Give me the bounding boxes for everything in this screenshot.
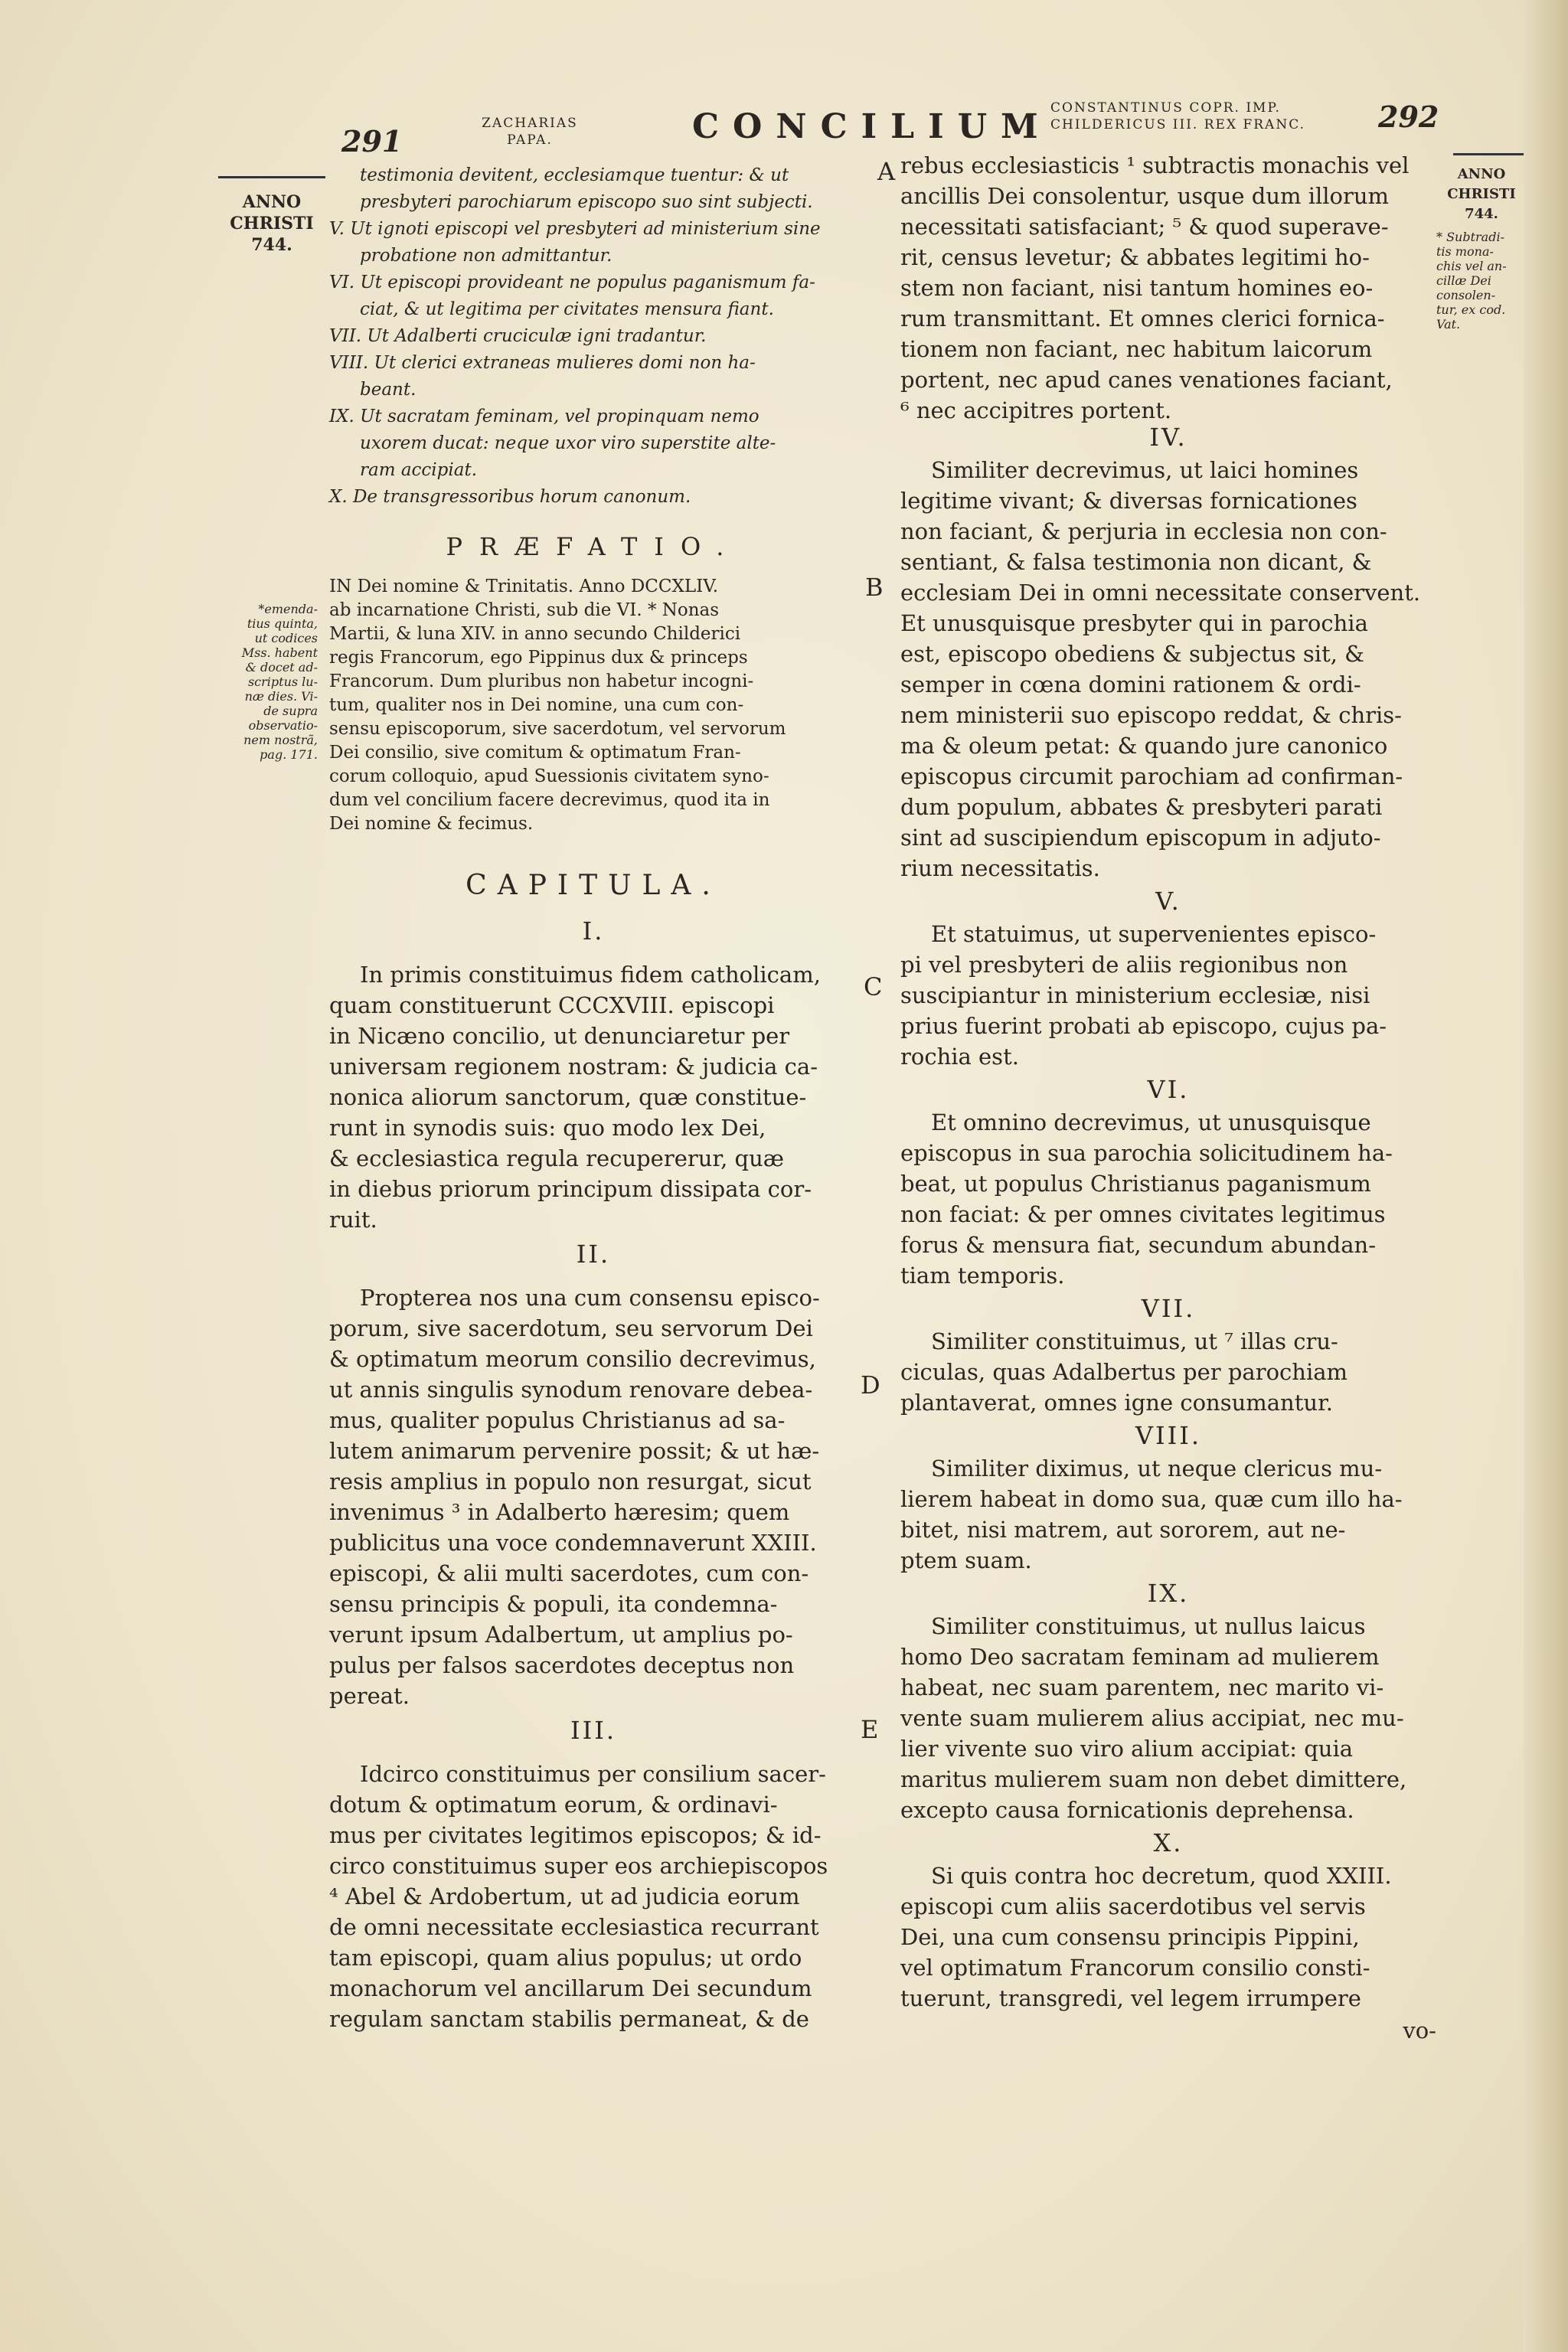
- running-head-right: [1050, 100, 1372, 133]
- right-column: [900, 150, 1436, 2046]
- praefatio-line: corum colloquio, apud Suessionis civitatem syno-: [329, 766, 769, 786]
- margin-rule-left: [218, 176, 325, 178]
- body-line: nonica aliorum sanctorum, quæ constitue-: [329, 1084, 807, 1110]
- note-line: ut codices: [254, 631, 318, 645]
- body-line: rochia est.: [900, 1044, 1019, 1070]
- body-line: sentiant, & falsa testimonia non dicant, &: [900, 549, 1372, 575]
- chapter-number: X.: [1153, 1828, 1184, 1857]
- anno-line: CHRISTI: [1447, 186, 1516, 202]
- chapter-number: IX.: [1147, 1579, 1190, 1608]
- body-line: Propterea nos una cum consensu episco-: [360, 1285, 820, 1311]
- body-line: sint ad suscipiendum episcopum in adjuto-: [900, 825, 1381, 851]
- body-line: suscipiantur in ministerium ecclesiæ, nisi: [900, 982, 1370, 1008]
- body-line: Dei, una cum consensu principis Pippini,: [900, 1924, 1360, 1950]
- toc-line: VI. Ut episcopi provideant ne populus paganismum fa-: [329, 273, 815, 292]
- toc-line: VII. Ut Adalberti cruciculæ igni tradantur.: [329, 326, 707, 346]
- toc-line: X. De transgressoribus horum canonum.: [329, 487, 691, 507]
- anno-line: 744.: [1465, 206, 1498, 222]
- praefatio-heading: PRÆFATIO.: [446, 532, 741, 561]
- toc-line: ciat, & ut legitima per civitates mensura fiant.: [360, 299, 774, 319]
- body-line: in Nicæno concilio, ut denunciaretur per: [329, 1023, 790, 1049]
- body-line: nem ministerii suo episcopo reddat, & chris-: [900, 702, 1402, 728]
- chapter-number: III.: [570, 1716, 617, 1745]
- section-letter: A: [877, 157, 896, 186]
- toc-line: V. Ut ignoti episcopi vel presbyteri ad ministerium sine: [329, 219, 821, 239]
- running-head-left: [469, 115, 591, 149]
- body-line: Similiter constituimus, ut ⁷ illas cru-: [931, 1328, 1338, 1354]
- toc-line: beant.: [360, 380, 416, 400]
- chapter-text: [900, 455, 1436, 884]
- anno-line: ANNO: [242, 192, 302, 212]
- body-line: in diebus priorum principum dissipata cor-: [329, 1176, 812, 1202]
- chapter-number: IV.: [1149, 423, 1187, 452]
- chapter-number: I.: [582, 916, 605, 946]
- chapter-text: [900, 1611, 1436, 1825]
- body-line: ⁶ nec accipitres portent.: [900, 397, 1172, 423]
- body-line: Similiter constituimus, ut nullus laicus: [931, 1613, 1366, 1639]
- note-line: Vat.: [1436, 317, 1461, 332]
- note-line: næ dies. Vi-: [244, 689, 318, 704]
- toc-line: ram accipiat.: [360, 460, 478, 480]
- body-line: beat, ut populus Christianus paganismum: [900, 1171, 1371, 1197]
- continued-text: [900, 150, 1436, 426]
- chapter-number: II.: [576, 1240, 611, 1269]
- body-line: episcopus circumit parochiam ad confirman-: [900, 763, 1403, 789]
- body-line: Similiter decrevimus, ut laici homines: [931, 457, 1359, 483]
- body-line: ⁴ Abel & Ardobertum, ut ad judicia eorum: [329, 1883, 800, 1909]
- body-line: rum transmittant. Et omnes clerici fornica-: [900, 305, 1385, 332]
- body-line: legitime vivant; & diversas fornicationes: [900, 488, 1357, 514]
- body-line: lierem habeat in domo sua, quæ cum illo ha-: [900, 1486, 1403, 1512]
- note-line: observatio-: [248, 718, 318, 733]
- note-line: cillæ Dei: [1436, 273, 1491, 288]
- body-line: dotum & optimatum eorum, & ordinavi-: [329, 1792, 778, 1818]
- chapter-text: [329, 1282, 858, 1711]
- margin-note-right: [1436, 230, 1522, 332]
- note-line: tis mona-: [1436, 244, 1494, 259]
- capitula-heading: CAPITULA.: [466, 870, 721, 901]
- body-line: semper in cœna domini rationem & ordi-: [900, 671, 1361, 697]
- praefatio-line: Dei nomine & fecimus.: [329, 814, 534, 834]
- body-line: mus per civitates legitimos episcopos; & id-: [329, 1822, 822, 1848]
- body-line: lier vivente suo viro alium accipiat: quia: [900, 1736, 1354, 1762]
- page-title: CONCILIUM: [692, 107, 1052, 146]
- left-chapters: [329, 916, 858, 2034]
- chapter-text: [900, 1326, 1436, 1418]
- chapter-text: [329, 1759, 858, 2034]
- body-line: verunt ipsum Adalbertum, ut amplius po-: [329, 1622, 793, 1648]
- catchword: vo-: [1403, 2017, 1436, 2043]
- note-line: nem nostrã,: [243, 733, 318, 747]
- praefatio-line: Martii, & luna XIV. in anno secundo Childerici: [329, 624, 741, 644]
- body-line: pulus per falsos sacerdotes deceptus non: [329, 1652, 795, 1678]
- anno-christi-right: [1439, 165, 1524, 224]
- body-line: runt in synodis suis: quo modo lex Dei,: [329, 1115, 766, 1141]
- praefatio-text: [329, 575, 858, 836]
- body-line: lutem animarum pervenire possit; & ut hæ-: [329, 1438, 820, 1464]
- chapter-text: [900, 1453, 1436, 1576]
- body-line: habeat, nec suam parentem, nec marito vi-: [900, 1674, 1384, 1700]
- body-line: prius fuerint probati ab episcopo, cujus pa-: [900, 1013, 1387, 1039]
- body-line: ruit.: [329, 1207, 377, 1233]
- body-line: resis amplius in populo non resurgat, sicut: [329, 1468, 812, 1494]
- note-line: de supra: [263, 704, 318, 718]
- body-line: ciculas, quas Adalbertus per parochiam: [900, 1359, 1348, 1385]
- body-line: ut annis singulis synodum renovare debea-: [329, 1377, 813, 1403]
- body-line: stem non faciant, nisi tantum homines eo-: [900, 275, 1374, 301]
- body-line: universam regionem nostram: & judicia ca-: [329, 1054, 818, 1080]
- body-line: dum populum, abbates & presbyteri parati: [900, 794, 1383, 820]
- body-line: In primis constituimus fidem catholicam,: [360, 962, 821, 988]
- toc-line: VIII. Ut clerici extraneas mulieres domi non ha-: [329, 353, 756, 373]
- anno-christi-left: [218, 191, 325, 256]
- praefatio-line: sensu episcoporum, sive sacerdotum, vel servorum: [329, 719, 786, 739]
- running-head-right-line: CHILDERICUS III. REX FRANC.: [1050, 117, 1305, 132]
- body-line: Et statuimus, ut supervenientes episco-: [931, 921, 1377, 947]
- running-head-right-line: CONSTANTINUS COPR. IMP.: [1050, 100, 1281, 116]
- body-line: Et omnino decrevimus, ut unusquisque: [931, 1109, 1371, 1135]
- toc-line: presbyteri parochiarum episcopo suo sint subjecti.: [360, 192, 813, 212]
- body-line: de omni necessitate ecclesiastica recurrant: [329, 1914, 819, 1940]
- body-line: plantaverat, omnes igne consumantur.: [900, 1390, 1333, 1416]
- margin-rule-right: [1453, 153, 1524, 155]
- body-line: tionem non faciant, nec habitum laicorum: [900, 336, 1373, 362]
- page-number-right: 292: [1378, 100, 1439, 134]
- body-line: quam constituerunt CCCXVIII. episcopi: [329, 992, 775, 1018]
- body-line: pereat.: [329, 1683, 410, 1709]
- body-line: tiam temporis.: [900, 1263, 1065, 1289]
- page-number-left: 291: [341, 124, 403, 158]
- section-letter: B: [865, 573, 884, 602]
- body-line: regulam sanctam stabilis permaneat, & de: [329, 2006, 809, 2032]
- note-line: consolen-: [1436, 288, 1496, 302]
- body-line: ma & oleum petat: & quando jure canonico: [900, 733, 1388, 759]
- body-line: pi vel presbyteri de aliis regionibus non: [900, 952, 1348, 978]
- anno-line: 744.: [251, 235, 292, 255]
- body-line: forus & mensura fiat, secundum abundan-: [900, 1232, 1376, 1258]
- body-line: Si quis contra hoc decretum, quod XXIII.: [931, 1863, 1392, 1889]
- body-line: bitet, nisi matrem, aut sororem, aut ne-: [900, 1517, 1346, 1543]
- chapter-number: VIII.: [1135, 1421, 1202, 1450]
- praefatio-line: ab incarnatione Christi, sub die VI. * Nonas: [329, 600, 720, 620]
- anno-line: ANNO: [1457, 166, 1506, 182]
- body-line: monachorum vel ancillarum Dei secundum: [329, 1975, 812, 2001]
- running-head-left-line: ZACHARIAS: [482, 116, 578, 131]
- note-line: *emenda-: [258, 602, 318, 616]
- body-line: invenimus ³ in Adalberto hæresim; quem: [329, 1499, 790, 1525]
- note-line: Mss. habent: [241, 645, 318, 660]
- running-head-left-line: PAPA.: [507, 132, 553, 148]
- note-line: pag. 171.: [260, 747, 318, 762]
- chapter-text: [900, 1860, 1436, 2014]
- body-line: & optimatum meorum consilio decrevimus,: [329, 1346, 816, 1372]
- chapter-number: VII.: [1141, 1294, 1196, 1323]
- body-line: porum, sive sacerdotum, seu servorum Dei: [329, 1315, 813, 1341]
- note-line: scriptus lu-: [247, 675, 318, 689]
- margin-note-left: [214, 602, 318, 762]
- note-line: tius quinta,: [247, 616, 318, 631]
- right-chapters: [900, 423, 1436, 2014]
- toc-line: testimonia devitent, ecclesiamque tuentur: & ut: [360, 165, 789, 185]
- praefatio-line: dum vel concilium facere decrevimus, quod ita in: [329, 790, 770, 810]
- body-line: excepto causa fornicationis deprehensa.: [900, 1797, 1354, 1823]
- body-line: mus, qualiter populus Christianus ad sa-: [329, 1407, 786, 1433]
- body-line: Similiter diximus, ut neque clericus mu-: [931, 1455, 1383, 1481]
- body-line: rium necessitatis.: [900, 855, 1100, 881]
- body-line: ancillis Dei consolentur, usque dum illorum: [900, 183, 1390, 209]
- chapter-text: [900, 1107, 1436, 1291]
- body-line: est, episcopo obediens & subjectus sit, &: [900, 641, 1364, 667]
- toc-line: IX. Ut sacratam feminam, vel propinquam nemo: [329, 407, 760, 426]
- toc-line: uxorem ducat: neque uxor viro superstite alte-: [360, 433, 776, 453]
- chapter-number: VI.: [1147, 1075, 1190, 1104]
- body-line: ecclesiam Dei in omni necessitate conservent.: [900, 580, 1421, 606]
- body-line: vente suam mulierem alius accipiat, nec mu-: [900, 1705, 1404, 1731]
- chapter-text: [329, 959, 858, 1235]
- praefatio-line: Dei consilio, sive comitum & optimatum Fran-: [329, 743, 741, 763]
- left-column: [329, 162, 858, 2034]
- note-line: & docet ad-: [245, 660, 318, 675]
- praefatio-line: Francorum. Dum pluribus non habetur incogni-: [329, 671, 754, 691]
- note-line: chis vel an-: [1436, 259, 1507, 273]
- body-line: tam episcopi, quam alius populus; ut ordo: [329, 1945, 802, 1971]
- body-line: episcopus in sua parochia solicitudinem ha-: [900, 1140, 1393, 1166]
- body-line: episcopi, & alii multi sacerdotes, cum con-: [329, 1560, 809, 1586]
- body-line: non faciat: & per omnes civitates legitimus: [900, 1201, 1386, 1227]
- note-line: tur, ex cod.: [1436, 302, 1506, 317]
- section-letter: C: [864, 972, 883, 1001]
- body-line: vel optimatum Francorum consilio consti-: [900, 1955, 1370, 1981]
- body-line: non faciant, & perjuria in ecclesia non con-: [900, 518, 1387, 544]
- table-of-contents: [329, 162, 858, 511]
- toc-line: probatione non admittantur.: [360, 246, 612, 266]
- chapter-text: [900, 919, 1436, 1072]
- body-line: episcopi cum aliis sacerdotibus vel servis: [900, 1893, 1366, 1919]
- body-line: Et unusquisque presbyter qui in parochia: [900, 610, 1368, 636]
- body-line: sensu principis & populi, ita condemna-: [329, 1591, 778, 1617]
- body-line: Idcirco constituimus per consilium sacer-: [360, 1761, 826, 1787]
- body-line: publicitus una voce condemnaverunt XXIII.: [329, 1530, 817, 1556]
- body-line: & ecclesiastica regula recupererur, quæ: [329, 1145, 785, 1171]
- body-line: tuerunt, transgredi, vel legem irrumpere: [900, 1985, 1361, 2011]
- praefatio-line: regis Francorum, ego Pippinus dux & princeps: [329, 648, 748, 668]
- body-line: rebus ecclesiasticis ¹ subtractis monachis vel: [900, 152, 1410, 178]
- section-letter: E: [861, 1715, 879, 1744]
- body-line: rit, census levetur; & abbates legitimi ho-: [900, 244, 1370, 270]
- anno-line: CHRISTI: [230, 214, 314, 234]
- body-line: maritus mulierem suam non debet dimittere,: [900, 1766, 1407, 1792]
- chapter-number: V.: [1155, 887, 1181, 916]
- praefatio-line: tum, qualiter nos in Dei nomine, una cum con-: [329, 695, 744, 715]
- note-line: * Subtradi-: [1436, 230, 1504, 244]
- praefatio-line: IN Dei nomine & Trinitatis. Anno DCCXLIV.: [329, 577, 719, 596]
- body-line: ptem suam.: [900, 1547, 1032, 1573]
- body-line: portent, nec apud canes venationes faciant,: [900, 367, 1393, 393]
- body-line: necessitati satisfaciant; ⁵ & quod superave-: [900, 214, 1389, 240]
- page-gutter: [1524, 0, 1568, 2352]
- section-letter: D: [861, 1370, 880, 1400]
- body-line: circo constituimus super eos archiepiscopos: [329, 1853, 828, 1879]
- body-line: homo Deo sacratam feminam ad mulierem: [900, 1644, 1380, 1670]
